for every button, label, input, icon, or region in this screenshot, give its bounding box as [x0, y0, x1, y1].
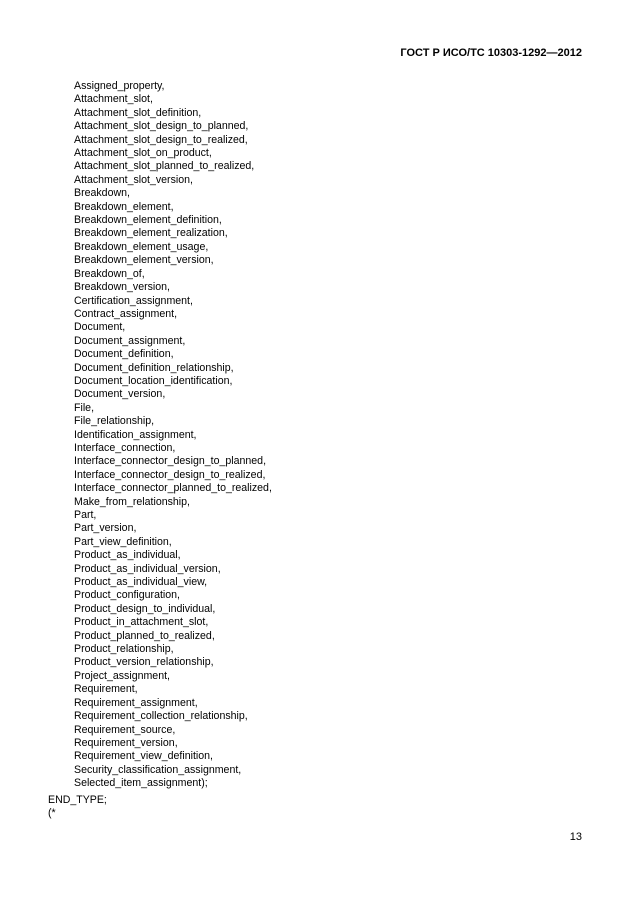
type-list-item: Attachment_slot_version,	[74, 173, 193, 186]
type-list-item: Product_version_relationship,	[74, 656, 214, 669]
type-list-item: Breakdown_element,	[74, 200, 174, 213]
type-list-item: Product_planned_to_realized,	[74, 629, 215, 642]
type-list-item: Document_assignment,	[74, 334, 186, 347]
type-list-item: Attachment_slot,	[74, 93, 153, 106]
type-list-item: Breakdown_element_version,	[74, 254, 214, 267]
type-list-item: Breakdown_element_usage,	[74, 240, 209, 253]
end-type-keyword: END_TYPE;	[48, 794, 107, 806]
type-list-item: Attachment_slot_design_to_realized,	[74, 133, 248, 146]
type-list-item: Requirement_source,	[74, 723, 176, 736]
type-list-item: Breakdown_element_definition,	[74, 214, 222, 227]
type-list-item: Attachment_slot_definition,	[74, 106, 202, 119]
type-list-item: Product_relationship,	[74, 643, 174, 656]
type-list-item: Breakdown,	[74, 187, 130, 200]
type-list-item: Breakdown_of,	[74, 267, 145, 280]
type-list-item: Attachment_slot_design_to_planned,	[74, 120, 249, 133]
type-list-item: Make_from_relationship,	[74, 495, 190, 508]
type-list-item: Project_assignment,	[74, 669, 170, 682]
type-list-item: Document,	[74, 321, 126, 334]
type-list-item: Assigned_property,	[74, 80, 165, 92]
type-list-item: Attachment_slot_planned_to_realized,	[74, 160, 255, 173]
comment-open-marker: (*	[48, 807, 56, 820]
code-trailer	[48, 794, 107, 821]
type-list-item: Requirement,	[74, 683, 138, 696]
type-item-list	[74, 80, 272, 791]
type-list-item: Document_definition,	[74, 348, 174, 361]
type-list-item: Document_version,	[74, 388, 166, 401]
type-list-item: File,	[74, 401, 95, 414]
type-list-item: Attachment_slot_on_product,	[74, 147, 212, 160]
type-list-item: Identification_assignment,	[74, 428, 197, 441]
page-header-standard-id: ГОСТ Р ИСО/ТС 10303-1292—2012	[400, 47, 582, 59]
type-list-item: File_relationship,	[74, 415, 155, 428]
type-list-item: Breakdown_element_realization,	[74, 227, 228, 240]
type-list-item: Requirement_view_definition,	[74, 750, 213, 763]
type-list-item: Requirement_collection_relationship,	[74, 710, 248, 723]
type-list-item: Breakdown_version,	[74, 281, 170, 294]
type-list-item: Product_as_individual,	[74, 549, 181, 562]
type-list-item: Product_configuration,	[74, 589, 181, 602]
type-list-item: Contract_assignment,	[74, 307, 178, 320]
type-list-item: Product_as_individual_view,	[74, 576, 208, 589]
type-list-item: Requirement_version,	[74, 736, 178, 749]
type-list-item: Interface_connection,	[74, 441, 176, 454]
type-list-item: Selected_item_assignment);	[74, 777, 208, 790]
type-list-item: Document_definition_relationship,	[74, 361, 234, 374]
type-list-item: Interface_connector_planned_to_realized,	[74, 482, 272, 495]
type-list-item: Product_in_attachment_slot,	[74, 616, 209, 629]
type-list-item: Requirement_assignment,	[74, 696, 198, 709]
type-list-item: Part_view_definition,	[74, 535, 172, 548]
type-list-item: Product_design_to_individual,	[74, 602, 216, 615]
type-list-item: Interface_connector_design_to_planned,	[74, 455, 267, 468]
type-list-item: Certification_assignment,	[74, 294, 193, 307]
type-list-item: Part_version,	[74, 522, 137, 535]
type-list-item: Interface_connector_design_to_realized,	[74, 468, 266, 481]
type-list-item: Product_as_individual_version,	[74, 562, 221, 575]
type-list-item: Document_location_identification,	[74, 374, 233, 387]
type-list-item: Part,	[74, 509, 97, 521]
page-number: 13	[569, 831, 582, 843]
type-list-item: Security_classification_assignment,	[74, 763, 242, 776]
